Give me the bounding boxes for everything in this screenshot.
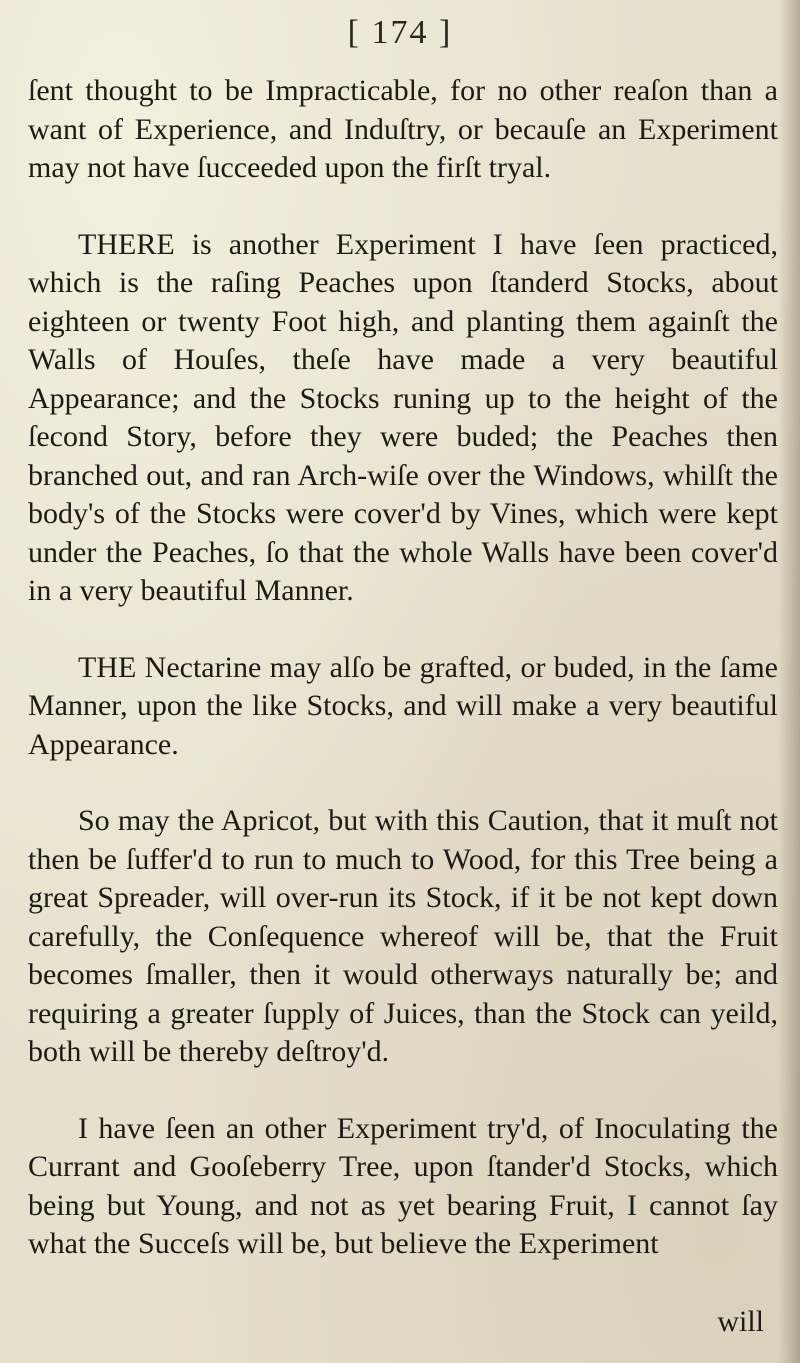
body-text bbox=[28, 72, 778, 1264]
page-number: [ 174 ] bbox=[347, 14, 453, 51]
paragraph-2: THERE is another Experiment I have ſeen practiced, which is the raſing Peaches upon ſtanderd Stocks, about eighteen or twenty Foot high, and planting them againſt the Walls of Houſes, theſe have made a very beautiful Appearance; and the Stocks runing up to the height of the ſecond Story, before they were buded; the Peaches then branched out, and ran Arch-wiſe over the Windows, whilſt the body's of the Stocks were cover'd by Vines, which were kept under the Peaches, ſo that the whole Walls have been cover'd in a very beautiful Manner. bbox=[28, 227, 778, 607]
catchword: will bbox=[717, 1305, 764, 1338]
paragraph-5: I have ſeen an other Experiment try'd, of Inoculating the Currant and Gooſeberry Tree, upon ſtander'd Stocks, which being but Young, and not as yet bearing Fruit, I cannot ſay what the Succeſs will be, but believe the Experiment bbox=[28, 1111, 778, 1260]
paragraph-1: ſent thought to be Impracticable, for no other reaſon than a want of Experience, and Induſtry, or becauſe an Experiment may not have ſucceeded upon the firſt tryal. bbox=[28, 74, 778, 184]
paragraph-3: THE Nectarine may alſo be grafted, or buded, in the ſame Manner, upon the like Stocks, and will make a very beautiful Appearance. bbox=[28, 650, 778, 761]
page-edge-shadow bbox=[778, 0, 800, 1363]
paragraph-4: So may the Apricot, but with this Caution, that it muſt not then be ſuffer'd to run to much to Wood, for this Tree being a great Spreader, will over-run its Stock, if it be not kept down carefully, the Conſequence whereof will be, that the Fruit becomes ſmaller, then it would otherways naturally be; and requiring a greater ſupply of Juices, than the Stock can yeild, both will be thereby deſtroy'd. bbox=[28, 804, 778, 1068]
